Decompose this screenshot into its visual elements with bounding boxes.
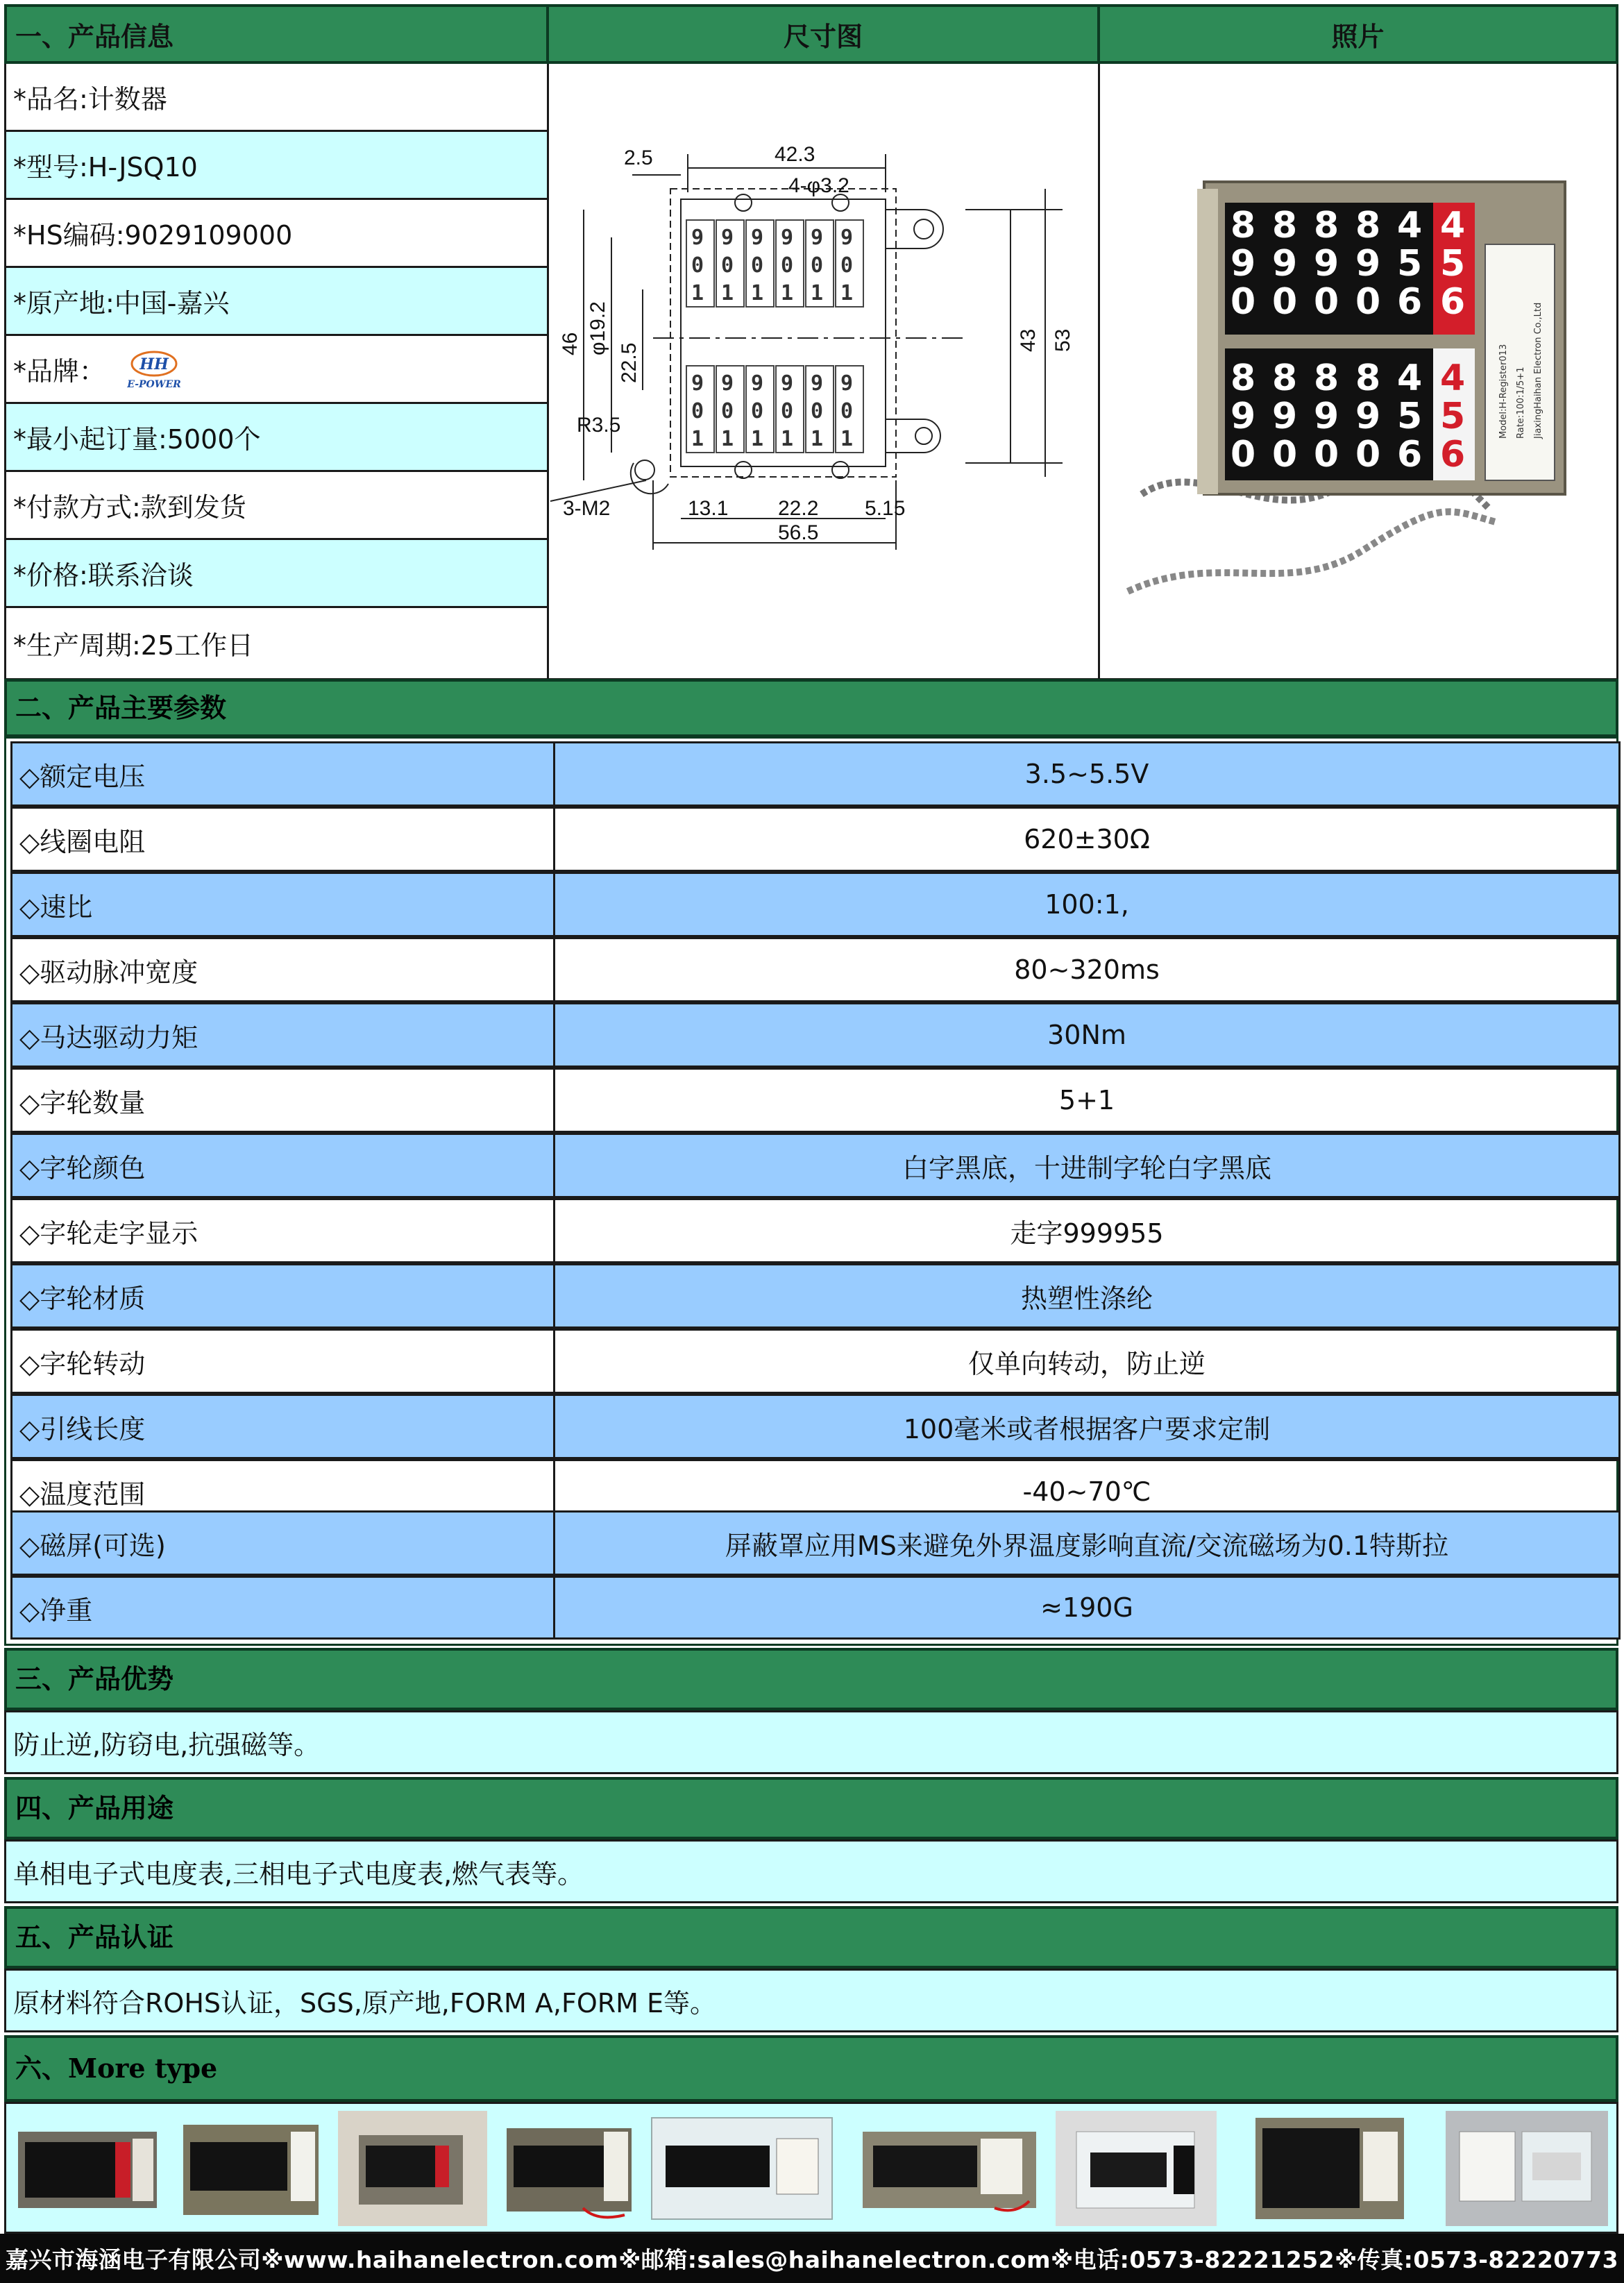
svg-text:9: 9 xyxy=(1314,396,1339,437)
dim-13-1: 13.1 xyxy=(688,497,729,520)
svg-text:0: 0 xyxy=(1230,434,1256,475)
svg-text:9: 9 xyxy=(840,371,854,396)
param-row xyxy=(10,1068,1621,1133)
thumbnail-counter-9[interactable] xyxy=(1446,2111,1608,2226)
param-key: ◇净重 xyxy=(12,1578,555,1637)
param-row xyxy=(10,1329,1621,1394)
svg-text:8: 8 xyxy=(1272,205,1298,246)
svg-text:6: 6 xyxy=(1397,434,1423,475)
param-key: ◇马达驱动力矩 xyxy=(12,1004,555,1065)
svg-text:0: 0 xyxy=(691,399,704,423)
param-value: ≈190G xyxy=(1040,1592,1133,1623)
info-row-lead-time xyxy=(4,608,549,680)
thumbnail-counter-4[interactable] xyxy=(500,2111,638,2226)
svg-text:0: 0 xyxy=(1314,281,1339,323)
param-key: ◇字轮转动 xyxy=(12,1331,555,1392)
thumbnail-counter-8[interactable] xyxy=(1249,2111,1411,2226)
section4-title: 四、产品用途 xyxy=(4,1777,1618,1839)
company-footer xyxy=(0,2234,1624,2283)
dim-holes: 4-φ3.2 xyxy=(788,174,849,197)
dim-22-2: 22.2 xyxy=(778,497,819,520)
param-key: ◇速比 xyxy=(12,874,555,935)
info-row-model xyxy=(4,132,549,200)
info-row-price xyxy=(4,540,549,608)
thumbnail-counter-2[interactable] xyxy=(176,2111,325,2226)
svg-text:9: 9 xyxy=(1355,243,1381,285)
param-row xyxy=(10,1263,1621,1329)
svg-text:9: 9 xyxy=(811,371,824,396)
svg-text:9: 9 xyxy=(751,371,764,396)
svg-text:5: 5 xyxy=(1440,243,1466,285)
svg-text:8: 8 xyxy=(1230,357,1256,399)
svg-text:1: 1 xyxy=(691,281,704,305)
svg-text:0: 0 xyxy=(781,399,794,423)
param-value: 100毫米或者根据客户要求定制 xyxy=(903,1413,1271,1444)
svg-text:9: 9 xyxy=(840,226,854,250)
svg-text:5: 5 xyxy=(1397,243,1423,285)
thumbnail-counter-6[interactable] xyxy=(856,2111,1043,2226)
info-text: *最小起订量:5000个 xyxy=(13,424,261,455)
param-key: ◇驱动脉冲宽度 xyxy=(12,939,555,1000)
dimension-drawing-panel xyxy=(549,64,1100,680)
info-text: *品牌： xyxy=(13,356,106,387)
param-key: ◇磁屏(可选) xyxy=(12,1513,555,1574)
param-row xyxy=(10,937,1621,1002)
counter-wheel-sketch xyxy=(686,220,863,453)
param-value: 3.5~5.5V xyxy=(1024,759,1149,789)
svg-text:8: 8 xyxy=(1314,357,1339,399)
param-value: 80~320ms xyxy=(1014,954,1160,985)
svg-text:1: 1 xyxy=(811,427,824,451)
brand-logo xyxy=(126,348,182,390)
photo-column-header: 照片 xyxy=(1100,4,1618,64)
more-types-gallery xyxy=(4,2102,1618,2234)
param-row xyxy=(10,1576,1621,1640)
dim-3-m2: 3-M2 xyxy=(563,497,611,520)
info-text: *原产地:中国-嘉兴 xyxy=(13,288,230,319)
param-row xyxy=(10,1002,1621,1068)
brand-logo-icon xyxy=(126,348,182,379)
info-row-moq xyxy=(4,404,549,472)
svg-text:0: 0 xyxy=(691,253,704,278)
dimension-column-header: 尺寸图 xyxy=(549,4,1100,64)
svg-text:1: 1 xyxy=(751,281,764,305)
svg-text:9: 9 xyxy=(781,226,794,250)
param-key: ◇字轮走字显示 xyxy=(12,1200,555,1261)
svg-text:1: 1 xyxy=(781,281,794,305)
param-row xyxy=(10,1510,1621,1576)
dim-22-5: 22.5 xyxy=(618,342,641,383)
brand-logo-text: E-POWER xyxy=(127,378,181,390)
thumbnail-counter-3[interactable] xyxy=(338,2111,487,2226)
svg-text:8: 8 xyxy=(1230,205,1256,246)
svg-text:6: 6 xyxy=(1440,281,1466,323)
svg-text:9: 9 xyxy=(1230,396,1256,437)
info-row-origin xyxy=(4,268,549,336)
svg-text:8: 8 xyxy=(1355,357,1381,399)
param-value: 5+1 xyxy=(1058,1085,1115,1115)
section5-title: 五、产品认证 xyxy=(4,1906,1618,1969)
svg-text:1: 1 xyxy=(691,427,704,451)
param-row xyxy=(10,1394,1621,1459)
info-row-product-name xyxy=(4,64,549,132)
svg-text:0: 0 xyxy=(840,253,854,278)
param-row xyxy=(10,1133,1621,1198)
svg-text:1: 1 xyxy=(721,427,734,451)
footer-text: 嘉兴市海涵电子有限公司※www.haihanelectron.com※邮箱:sales@haihanelectron.com※电话:0573-82221252※传真:0573-82220773 xyxy=(5,2246,1619,2273)
dim-43: 43 xyxy=(1017,328,1040,352)
svg-text:9: 9 xyxy=(811,226,824,250)
svg-text:0: 0 xyxy=(1314,434,1339,475)
svg-text:1: 1 xyxy=(840,427,854,451)
param-row xyxy=(10,741,1621,807)
param-key: ◇字轮材质 xyxy=(12,1265,555,1326)
svg-text:0: 0 xyxy=(811,399,824,423)
svg-text:9: 9 xyxy=(1314,243,1339,285)
param-value: 走字999955 xyxy=(1010,1218,1164,1249)
svg-text:1: 1 xyxy=(840,281,854,305)
info-text: *型号:H-JSQ10 xyxy=(13,152,198,183)
photo-label-line1: Model:H-Register013 xyxy=(1498,344,1509,439)
svg-text:9: 9 xyxy=(691,371,704,396)
dim-42-3: 42.3 xyxy=(775,143,815,166)
svg-text:9: 9 xyxy=(721,226,734,250)
dim-r3-5: R3.5 xyxy=(577,414,621,437)
svg-text:0: 0 xyxy=(1355,281,1381,323)
section3-title: 三、产品优势 xyxy=(4,1648,1618,1710)
dim-2-5: 2.5 xyxy=(624,146,653,169)
photo-label-line2: Rate:100:1/5+1 xyxy=(1516,367,1526,439)
svg-text:0: 0 xyxy=(781,253,794,278)
param-key: ◇额定电压 xyxy=(12,743,555,804)
dim-56-5: 56.5 xyxy=(778,521,819,544)
dimension-drawing xyxy=(549,64,1098,678)
param-value: 热塑性涤纶 xyxy=(1020,1283,1153,1314)
svg-text:6: 6 xyxy=(1397,281,1423,323)
param-value: 100:1, xyxy=(1044,889,1129,920)
svg-text:4: 4 xyxy=(1397,205,1423,246)
thumbnail-counter-1[interactable] xyxy=(15,2111,164,2226)
svg-text:8: 8 xyxy=(1355,205,1381,246)
svg-text:9: 9 xyxy=(691,226,704,250)
photo-label-line3: JiaxingHaihan Electron Co.,Ltd xyxy=(1533,302,1543,439)
svg-text:0: 0 xyxy=(751,253,764,278)
param-key: ◇字轮颜色 xyxy=(12,1135,555,1196)
svg-text:0: 0 xyxy=(1355,434,1381,475)
svg-text:0: 0 xyxy=(1272,281,1298,323)
advantages-text: 防止逆,防窃电,抗强磁等。 xyxy=(4,1710,1618,1774)
dim-46: 46 xyxy=(559,332,582,355)
param-value: 620±30Ω xyxy=(1024,824,1150,854)
param-key: ◇温度范围 xyxy=(12,1461,555,1522)
svg-text:0: 0 xyxy=(721,253,734,278)
section1-title: 一、产品信息 xyxy=(4,4,549,64)
info-row-brand xyxy=(4,336,549,404)
svg-text:1: 1 xyxy=(751,427,764,451)
svg-text:9: 9 xyxy=(1355,396,1381,437)
param-value: 30Nm xyxy=(1047,1020,1126,1050)
svg-text:4: 4 xyxy=(1397,357,1423,399)
certification-text: 原材料符合ROHS认证，SGS,原产地,FORM A,FORM E等。 xyxy=(4,1969,1618,2032)
thumbnail-counter-7[interactable] xyxy=(1056,2111,1217,2226)
svg-text:1: 1 xyxy=(781,427,794,451)
param-row xyxy=(10,872,1621,937)
svg-text:5: 5 xyxy=(1397,396,1423,437)
svg-text:1: 1 xyxy=(721,281,734,305)
svg-text:8: 8 xyxy=(1272,357,1298,399)
svg-text:4: 4 xyxy=(1440,357,1466,399)
param-row xyxy=(10,807,1621,872)
dim-53: 53 xyxy=(1051,328,1074,352)
svg-text:HH: HH xyxy=(139,355,169,373)
svg-text:1: 1 xyxy=(811,281,824,305)
svg-text:9: 9 xyxy=(751,226,764,250)
svg-text:9: 9 xyxy=(1230,243,1256,285)
info-row-payment xyxy=(4,472,549,540)
info-text: *HS编码:9029109000 xyxy=(13,220,293,251)
svg-text:5: 5 xyxy=(1440,396,1466,437)
svg-text:9: 9 xyxy=(781,371,794,396)
svg-text:9: 9 xyxy=(1272,243,1298,285)
svg-text:9: 9 xyxy=(1272,396,1298,437)
info-text: *付款方式:款到发货 xyxy=(13,492,246,523)
param-value: 仅单向转动，防止逆 xyxy=(967,1348,1206,1379)
info-text: *品名:计数器 xyxy=(13,84,167,115)
param-value: -40~70℃ xyxy=(1022,1476,1151,1507)
svg-text:9: 9 xyxy=(721,371,734,396)
thumbnail-counter-5[interactable] xyxy=(645,2111,839,2226)
svg-text:0: 0 xyxy=(751,399,764,423)
dim-5-15: 5.15 xyxy=(865,497,906,520)
svg-text:4: 4 xyxy=(1440,205,1466,246)
svg-text:0: 0 xyxy=(721,399,734,423)
param-value: 白字黑底，十进制字轮白字黑底 xyxy=(902,1152,1271,1183)
section2-title: 二、产品主要参数 xyxy=(4,679,1618,737)
param-key: ◇线圈电阻 xyxy=(12,809,555,870)
info-text: *价格:联系洽谈 xyxy=(13,560,194,591)
svg-text:0: 0 xyxy=(1272,434,1298,475)
svg-text:0: 0 xyxy=(1230,281,1256,323)
product-photo xyxy=(1100,64,1616,678)
param-key: ◇字轮数量 xyxy=(12,1070,555,1131)
svg-text:6: 6 xyxy=(1440,434,1466,475)
applications-text: 单相电子式电度表,三相电子式电度表,燃气表等。 xyxy=(4,1839,1618,1903)
product-photo-panel xyxy=(1100,64,1618,680)
param-key: ◇引线长度 xyxy=(12,1396,555,1457)
dim-phi19-2: φ19.2 xyxy=(586,301,609,355)
info-row-hs-code xyxy=(4,200,549,268)
svg-text:8: 8 xyxy=(1314,205,1339,246)
info-text: *生产周期:25工作日 xyxy=(13,630,254,661)
svg-text:0: 0 xyxy=(811,253,824,278)
param-value: 屏蔽罩应用MS来避免外界温度影响直流/交流磁场为0.1特斯拉 xyxy=(725,1530,1449,1561)
svg-text:0: 0 xyxy=(840,399,854,423)
section6-title: 六、More type xyxy=(4,2035,1618,2102)
param-row xyxy=(10,1198,1621,1263)
parameters-table xyxy=(4,736,1618,1646)
